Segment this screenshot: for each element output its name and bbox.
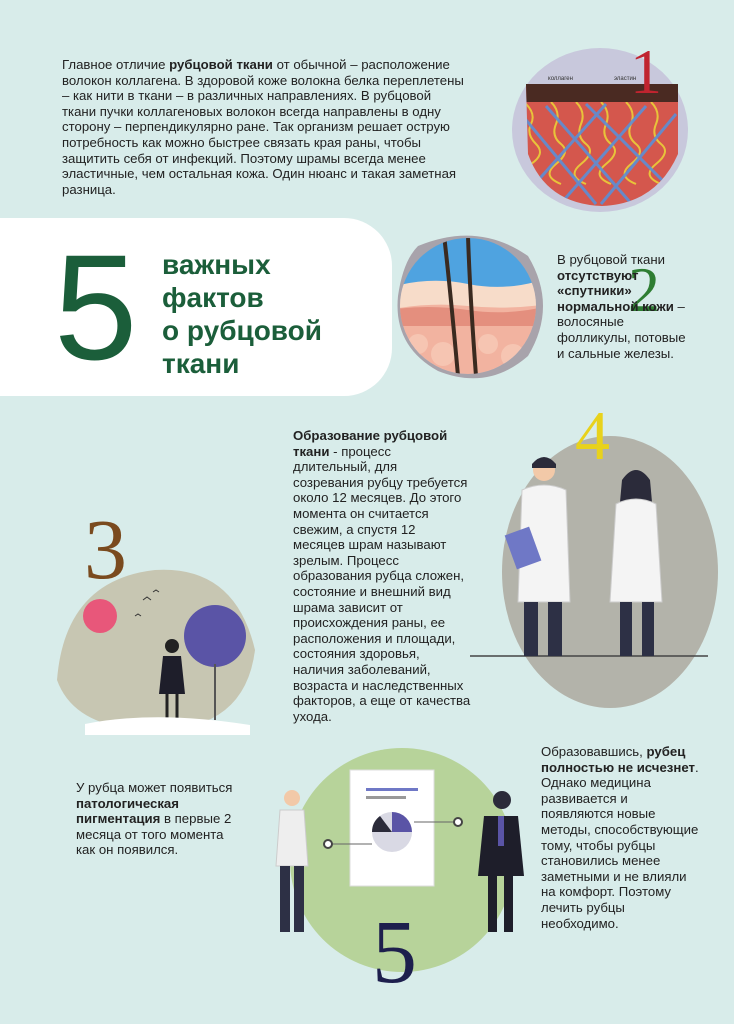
hair-follicle-illustration bbox=[388, 226, 548, 386]
fact3-text bbox=[76, 780, 234, 858]
skin-collagen-illustration bbox=[506, 44, 690, 216]
fact1-number: 1 bbox=[630, 36, 662, 107]
fact4-text bbox=[293, 428, 471, 724]
title-line-3: о рубцовой bbox=[162, 315, 322, 346]
fact5-text-lead: Образовавшись, bbox=[541, 744, 647, 759]
fact1-text bbox=[62, 57, 466, 197]
fact3-text-lead: У рубца может появиться bbox=[76, 780, 233, 795]
fact1-text-bold: рубцовой ткани bbox=[169, 57, 273, 72]
title-big-number: 5 bbox=[54, 223, 134, 391]
fact1-text-lead: Главное отличие bbox=[62, 57, 170, 72]
title-line-4: ткани bbox=[162, 348, 240, 379]
fact4-text-rest: - процесс длительный, для созревания рубцу требуется около 12 месяцев. До этого момента он считается свежим, а спустя 12 месяцев шрам называют зрелым. Процесс образования рубца сложен, состояние и внешний вид шрама зависит от происхождения раны, ее расположения и площади, состояния здоровья, наличия заболеваний, возраста и наследственных факторов, а еще от качества ухода. bbox=[293, 443, 471, 724]
title-line-2: фактов bbox=[162, 282, 264, 313]
elastin-label: эластин bbox=[614, 76, 637, 82]
fact4-text-bold: Образование рубцовой ткани bbox=[293, 428, 448, 459]
collagen-label: коллаген bbox=[548, 76, 573, 82]
fact2-text-rest: – волосяные фолликулы, потовые и сальные железы. bbox=[557, 298, 686, 361]
fact4-number: 4 bbox=[575, 398, 610, 475]
fact5-text bbox=[541, 744, 699, 931]
title-line-1: важных bbox=[162, 249, 271, 280]
fact2-text-bold: отсутствуют «спутники» нормальной кожи bbox=[557, 267, 674, 314]
fact2-number: 2 bbox=[628, 254, 660, 325]
fact5-text-bold: рубец полностью не исчезнет bbox=[541, 744, 695, 775]
fact3-number: 3 bbox=[84, 501, 127, 597]
fact5-number: 5 bbox=[372, 903, 417, 1002]
fact2-text bbox=[557, 252, 687, 361]
fact3-text-bold: патологическая пигментация bbox=[76, 795, 179, 827]
fact1-text-rest: от обычной – расположение волокон коллагена. В здоровой коже волокна белка переплетены – как нити в ткани – в различных направлениях. В рубцовой ткани пучки коллагеновых волокон всегда направлены в одну сторону – перпендикулярно ране. Так организм решает острую потребность как можно быстрее связать края раны, чтобы защитить себя от инфекций. Поэтому шрамы всегда менее эластичные, чем остальная кожа. Один нюанс и такая заметная разница. bbox=[62, 57, 464, 197]
fact3-text-rest: в первые 2 месяца от того момента как он появился. bbox=[76, 811, 232, 858]
fact2-text-lead: В рубцовой ткани bbox=[557, 252, 665, 267]
fact5-text-rest: . Однако медицина развивается и появляются новые методы, способствующие тому, чтобы рубцы становились менее заметными и не влияли на комфорт. Поэтому лечить рубцы необходимо. bbox=[541, 759, 699, 931]
